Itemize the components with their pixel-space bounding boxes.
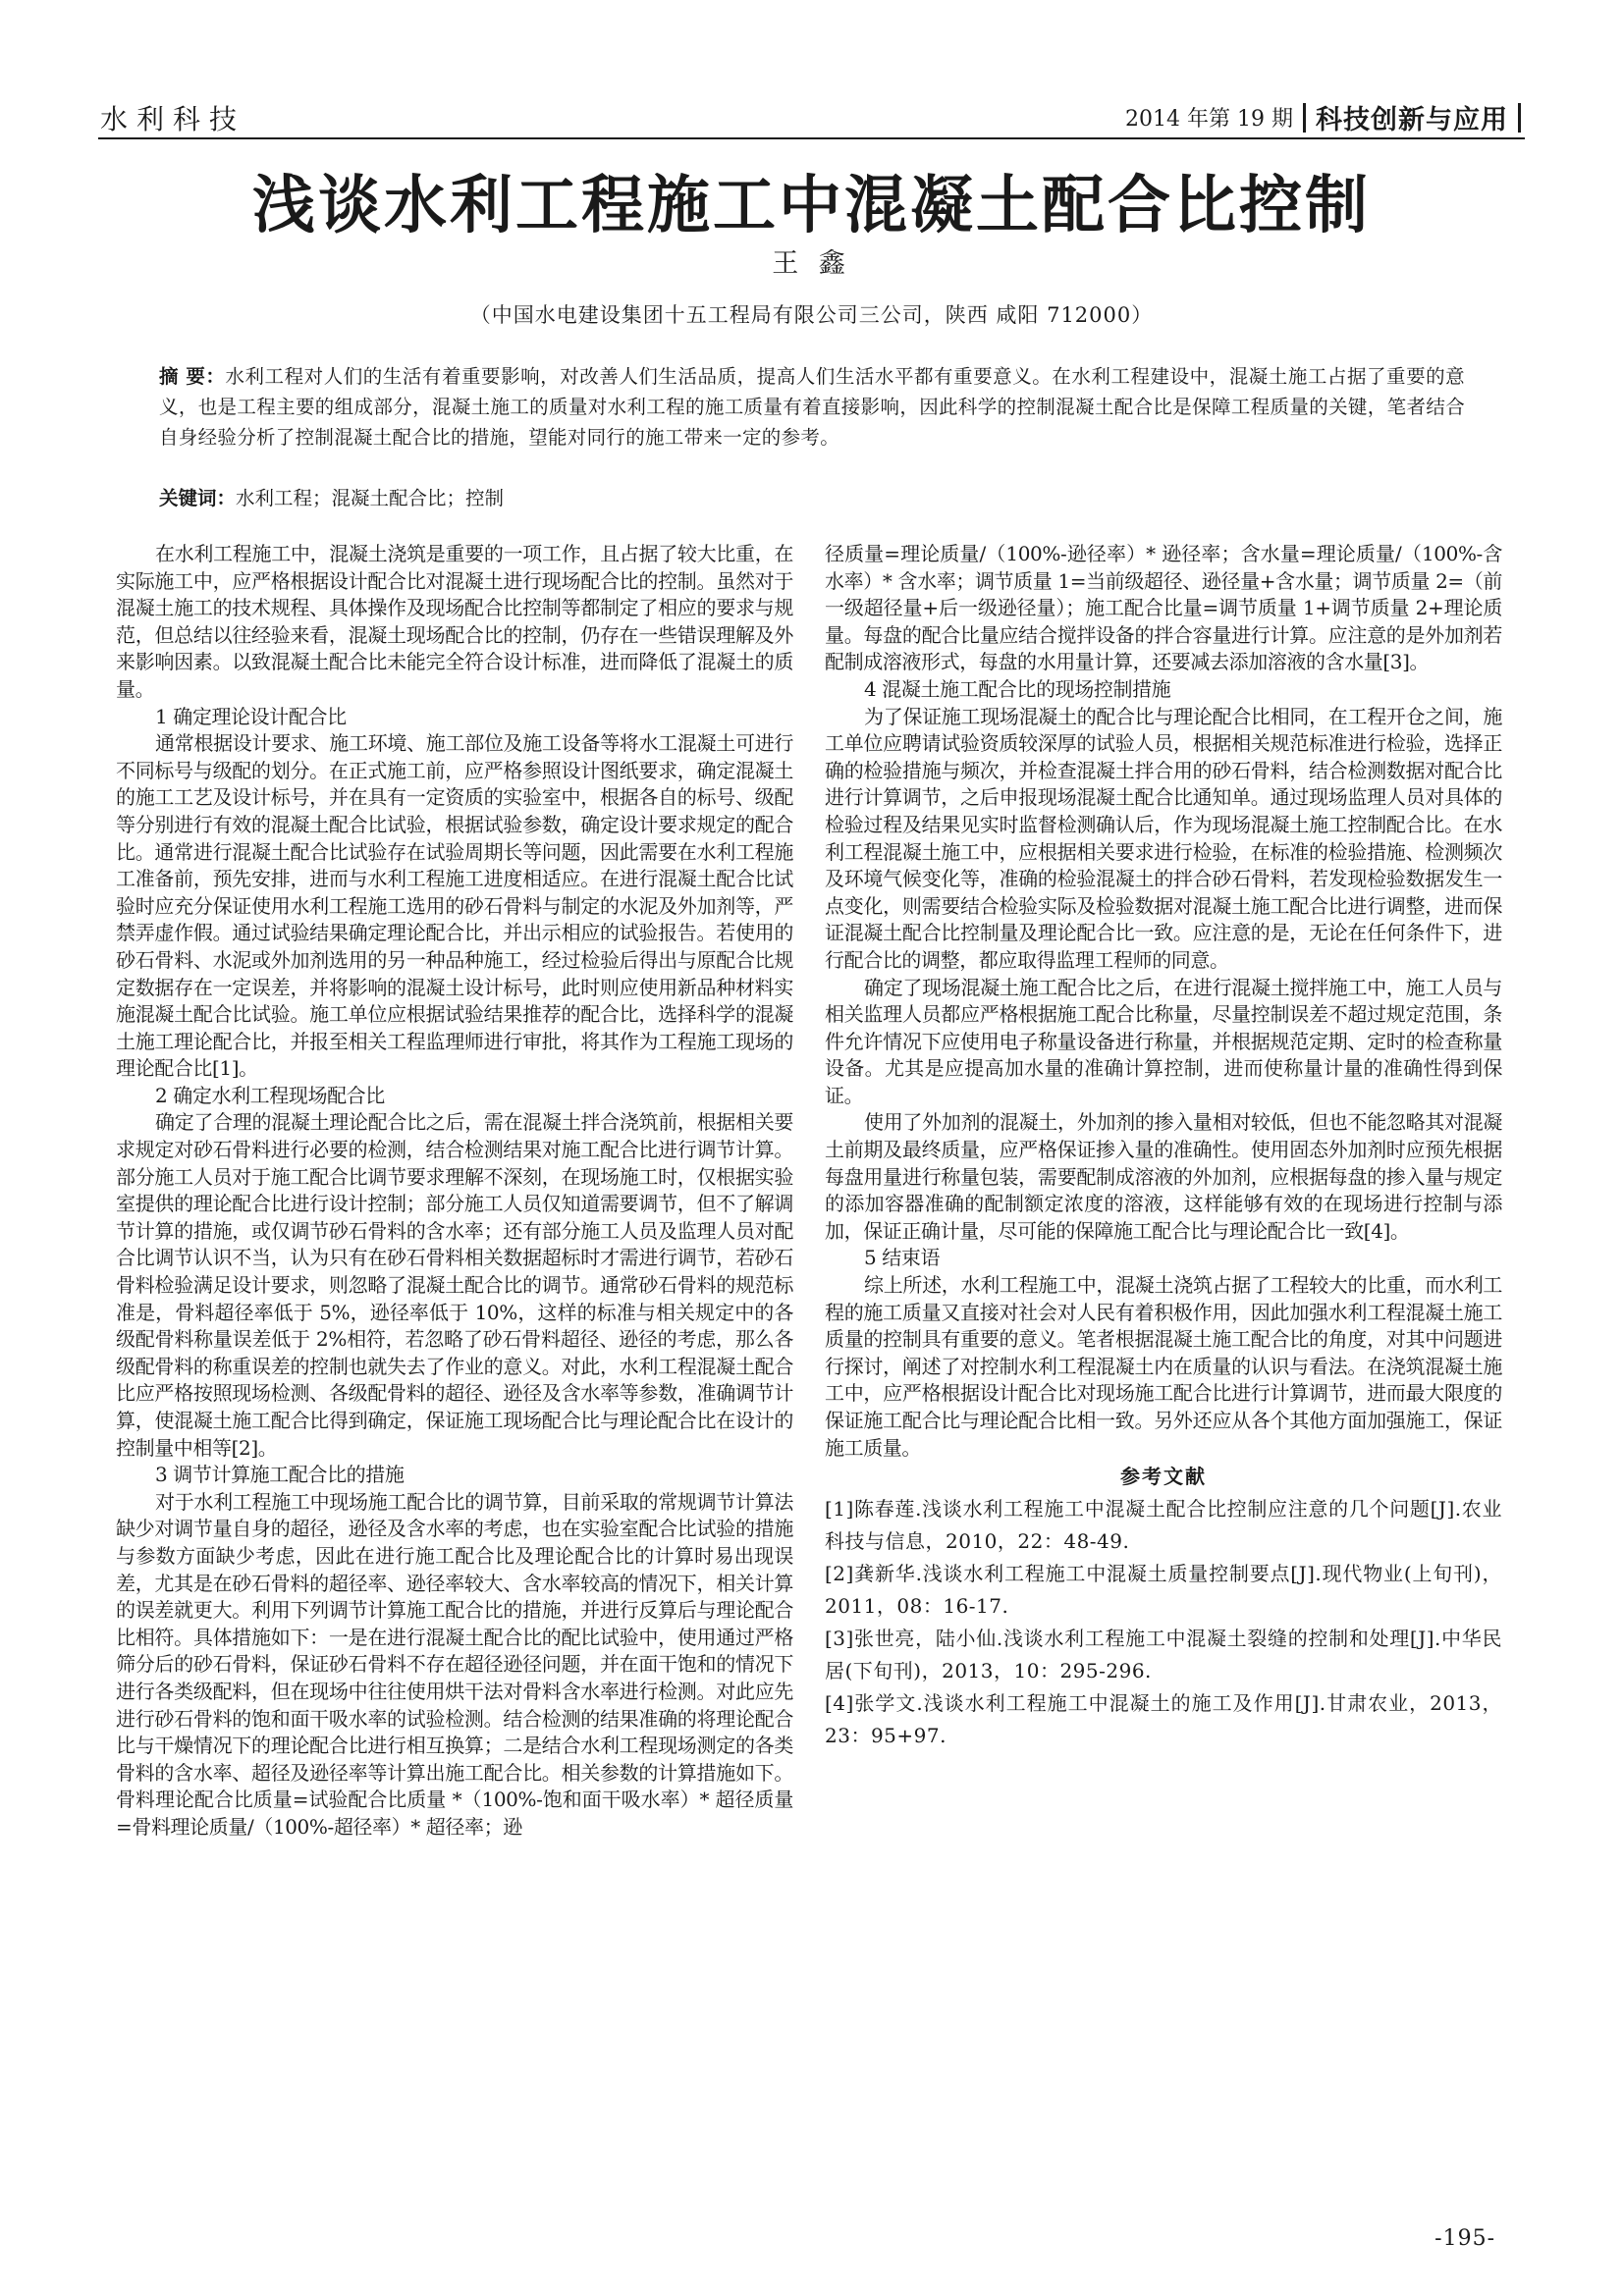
body-paragraph: 使用了外加剂的混凝土，外加剂的掺入量相对较低，但也不能忽略其对混凝土前期及最终质量，应严格保证掺入量的准确性。使用固态外加剂时应预先根据每盘用量进行称量包装，需要配制成溶液的外加剂，应根据每盘的掺入量与规定的添加容器准确的配制额定浓度的溶液，这样能够有效的在现场进行控制与添加，保证正确计量，尽可能的保障施工配合比与理论配合比一致[4]。 bbox=[825, 1110, 1502, 1243]
body-paragraph: 在水利工程施工中，混凝土浇筑是重要的一项工作，且占据了较大比重，在实际施工中，应严格根据设计配合比对混凝土进行现场配合比的控制。虽然对于混凝土施工的技术规程、具体操作及现场配合比控制等都制定了相应的要求与规范，但总结以往经验来看，混凝土现场配合比的控制，仍存在一些错误理解及外来影响因素。以致混凝土配合比未能完全符合设计标准，进而降低了混凝土的质量。 bbox=[116, 542, 793, 701]
section-heading: 2 确定水利工程现场配合比 bbox=[155, 1083, 385, 1107]
body-column-right bbox=[825, 541, 1502, 1752]
abstract-label: 摘 要： bbox=[159, 365, 226, 388]
header-rule bbox=[98, 137, 1525, 139]
section-heading: 3 调节计算施工配合比的措施 bbox=[155, 1463, 405, 1487]
body-paragraph: 通常根据设计要求、施工环境、施工部位及施工设备等将水工混凝土可进行不同标号与级配的划分。在正式施工前，应严格参照设计图纸要求，确定混凝土的施工工艺及设计标号，并在具有一定资质的实验室中，根据各自的标号、级配等分别进行有效的混凝土配合比试验，根据试验参数，确定设计要求规定的配合比。通常进行混凝土配合比试验存在试验周期长等问题，因此需要在水利工程施工准备前，预先安排，进而与水利工程施工进度相适应。在进行混凝土配合比试验时应充分保证使用水利工程施工选用的砂石骨料与制定的水泥及外加剂等，严禁弄虚作假。通过试验结果确定理论配合比，并出示相应的试验报告。若使用的砂石骨料、水泥或外加剂选用的另一种品种施工，经过检验后得出与原配合比规定数据存在一定误差，并将影响的混凝土设计标号，此时则应使用新品种材料实施混凝土配合比试验。施工单位应根据试验结果推荐的配合比，选择科学的混凝土施工理论配合比，并报至相关工程监理师进行审批，将其作为工程施工现场的理论配合比[1]。 bbox=[116, 731, 793, 1081]
section-heading: 4 混凝土施工配合比的现场控制措施 bbox=[864, 676, 1171, 701]
article-author: 王 鑫 bbox=[772, 248, 851, 279]
references-title: 参考文献 bbox=[1120, 1465, 1207, 1489]
body-paragraph: 综上所述，水利工程施工中，混凝土浇筑占据了工程较大的比重，而水利工程的施工质量又直接对社会对人民有着积极作用，因此加强水利工程混凝土施工质量的控制具有重要的意义。笔者根据混凝土施工配合比的角度，对其中问题进行探讨，阐述了对控制水利工程混凝土内在质量的认识与看法。在浇筑混凝土施工中，应严格根据设计配合比对现场施工配合比进行计算调节，进而最大限度的保证施工配合比与理论配合比相一致。另外还应从各个其他方面加强施工，保证施工质量。 bbox=[825, 1273, 1502, 1460]
author-affiliation: （中国水电建设集团十五工程局有限公司三公司，陕西 咸阳 712000） bbox=[469, 303, 1154, 327]
journal-name: 水利科技 bbox=[100, 103, 246, 135]
body-column-left bbox=[116, 541, 793, 1842]
body-paragraph: 确定了合理的混凝土理论配合比之后，需在混凝土拌合浇筑前，根据相关要求规定对砂石骨料进行必要的检测，结合检测结果对施工配合比进行调节计算。部分施工人员对于施工配合比调节要求理解不深刻，在现场施工时，仅根据实验室提供的理论配合比进行设计控制；部分施工人员仅知道需要调节，但不了解调节计算的措施，或仅调节砂石骨料的含水率；还有部分施工人员及监理人员对配合比调节认识不当，认为只有在砂石骨料相关数据超标时才需进行调节，若砂石骨料检验满足设计要求，则忽略了混凝土配合比的调节。通常砂石骨料的规范标准是，骨料超径率低于 5%，逊径率低于 10%，这样的标准与相关规定中的各级配骨料称量误差低于 2%相符，若忽略了砂石骨料超径、逊径的考虑，那么各级配骨料的称重误差的控制也就失去了作业的意义。对此，水利工程混凝土配合比应严格按照现场检测、各级配骨料的超径、逊径及含水率等参数，准确调节计算，使混凝土施工配合比得到确定，保证施工现场配合比与理论配合比在设计的控制量中相等[2]。 bbox=[116, 1110, 793, 1460]
keywords bbox=[159, 483, 1465, 513]
reference-item: [3]张世亮，陆小仙.浅谈水利工程施工中混凝土裂缝的控制和处理[J].中华民居(下旬刊)，2013，10：295-296. bbox=[825, 1626, 1502, 1682]
reference-item: [2]龚新华.浅谈水利工程施工中混凝土质量控制要点[J].现代物业(上旬刊)，2011，08：16-17. bbox=[825, 1561, 1502, 1618]
abstract-text: 水利工程对人们的生活有着重要影响，对改善人们生活品质，提高人们生活水平都有重要意义。在水利工程建设中，混凝土施工占据了重要的意义，也是工程主要的组成部分，混凝土施工的质量对水利工程的施工质量有着直接影响，因此科学的控制混凝土配合比是保障工程质量的关键，笔者结合自身经验分析了控制混凝土配合比的措施，望能对同行的施工带来一定的参考。 bbox=[159, 365, 1465, 449]
header-divider bbox=[1303, 103, 1306, 133]
body-paragraph: 径质量=理论质量/（100%-逊径率）* 逊径率；含水量=理论质量/（100%-含水率）* 含水率；调节质量 1=当前级超径、逊径量+含水量；调节质量 2=（前一级超径量+后一级逊径量）；施工配合比量=调节质量 1+调节质量 2+理论质量。每盘的配合比量应结合搅拌设备的拌合容量进行计算。应注意的是外加剂若配制成溶液形式，每盘的水用量计算，还要减去添加溶液的含水量[3]。 bbox=[825, 542, 1502, 674]
reference-item: [4]张学文.浅谈水利工程施工中混凝土的施工及作用[J].甘肃农业，2013，23：95+97. bbox=[825, 1690, 1502, 1747]
issue-label: 2014 年第 19 期 bbox=[1125, 107, 1293, 132]
keywords-text: 水利工程；混凝土配合比；控制 bbox=[236, 487, 505, 509]
section-heading: 1 确定理论设计配合比 bbox=[155, 704, 347, 728]
body-paragraph: 确定了现场混凝土施工配合比之后，在进行混凝土搅拌施工中，施工人员与相关监理人员都应严格根据施工配合比称量，尽量控制误差不超过规定范围，条件允许情况下应使用电子称量设备进行称量，并根据规范定期、定时的检查称量设备。尤其是应提高加水量的准确计算控制，进而使称量计量的准确性得到保证。 bbox=[825, 975, 1502, 1107]
body-paragraph: 对于水利工程施工中现场施工配合比的调节算，目前采取的常规调节计算法缺少对调节量自身的超径，逊径及含水率的考虑，也在实验室配合比试验的措施与参数方面缺少考虑，因此在进行施工配合比及理论配合比的计算时易出现误差，尤其是在砂石骨料的超径率、逊径率较大、含水率较高的情况下，相关计算的误差就更大。利用下列调节计算施工配合比的措施，并进行反算后与理论配合比相符。具体措施如下：一是在进行混凝土配合比的配比试验中，使用通过严格筛分后的砂石骨料，保证砂石骨料不存在超径逊径问题，并在面干饱和的情况下进行各类级配料，但在现场中往往使用烘干法对骨料含水率进行检测。对此应先进行砂石骨料的饱和面干吸水率的试验检测。结合检测的结果准确的将理论配合比与干燥情况下的理论配合比进行相互换算；二是结合水利工程现场测定的各类骨料的含水率、超径及逊径率等计算出施工配合比。相关参数的计算措施如下。骨料理论配合比质量=试验配合比质量 *（100%-饱和面干吸水率）* 超径质量=骨料理论质量/（100%-超径率）* 超径率；逊 bbox=[116, 1489, 793, 1839]
article-title: 浅谈水利工程施工中混凝土配合比控制 bbox=[252, 169, 1371, 242]
abstract bbox=[159, 361, 1465, 453]
keywords-label: 关键词： bbox=[159, 487, 237, 509]
issue-header bbox=[1125, 98, 1521, 136]
page-number: -195- bbox=[1434, 2226, 1495, 2251]
reference-item: [1]陈春莲.浅谈水利工程施工中混凝土配合比控制应注意的几个问题[J].农业科技与信息，2010，22：48-49. bbox=[825, 1496, 1502, 1553]
body-paragraph: 为了保证施工现场混凝土的配合比与理论配合比相同，在工程开仓之间，施工单位应聘请试验资质较深厚的试验人员，根据相关规范标准进行检验，选择正确的检验措施与频次，并检查混凝土拌合用的砂石骨料，结合检测数据对配合比进行计算调节，之后申报现场混凝土配合比通知单。通过现场监理人员对具体的检验过程及结果见实时监督检测确认后，作为现场混凝土施工控制配合比。在水利工程混凝土施工中，应根据相关要求进行检验，在标准的检验措施、检测频次及环境气候变化等，准确的检验混凝土的拌合砂石骨料，若发现检验数据发生一点变化，则需要结合检验实际及检验数据对混凝土施工配合比进行调整，进而保证混凝土配合比控制量及理论配合比一致。应注意的是，无论在任何条件下，进行配合比的调整，都应取得监理工程师的同意。 bbox=[825, 704, 1502, 972]
section-heading: 5 结束语 bbox=[864, 1246, 941, 1270]
section-label: 科技创新与应用 bbox=[1316, 105, 1508, 135]
header-divider-end bbox=[1518, 103, 1521, 133]
